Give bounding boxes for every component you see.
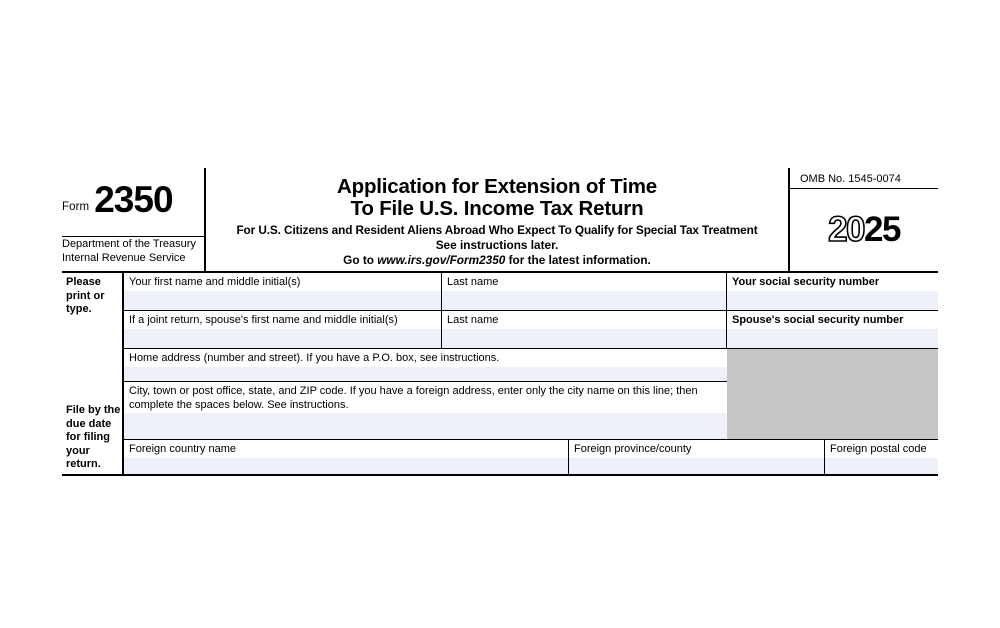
- your-first-name-field[interactable]: [124, 273, 442, 311]
- goto-prefix: Go to: [343, 253, 378, 267]
- form-title-block: [206, 168, 788, 271]
- tax-year-block: [790, 189, 938, 271]
- form-goto-line: [212, 253, 782, 268]
- irs-form-2350: [62, 168, 938, 476]
- form-number: 2350: [94, 178, 173, 220]
- agency-line-2: Internal Revenue Service: [62, 251, 186, 264]
- your-last-name-field[interactable]: [442, 273, 727, 311]
- home-address-field[interactable]: [124, 349, 727, 382]
- form-number-line: [62, 168, 204, 220]
- spouse-first-name-label: If a joint return, spouse's first name and middle initial(s): [124, 311, 441, 329]
- city-state-zip-field[interactable]: [124, 382, 727, 440]
- foreign-postal-label: Foreign postal code: [825, 440, 938, 458]
- spouse-last-name-field[interactable]: [442, 311, 727, 349]
- city-state-zip-row: [124, 382, 727, 440]
- foreign-province-label: Foreign province/county: [569, 440, 824, 458]
- your-ssn-label: Your social security number: [727, 273, 938, 291]
- omb-number: OMB No. 1545-0074: [790, 168, 938, 189]
- spouse-ssn-label: Spouse's social security number: [727, 311, 938, 329]
- foreign-address-row: [124, 440, 938, 474]
- agency-line-1: Department of the Treasury: [62, 238, 196, 250]
- form-word-label: Form: [62, 200, 90, 213]
- spouse-first-name-field[interactable]: [124, 311, 442, 349]
- goto-suffix: for the latest information.: [505, 253, 651, 267]
- instruction-print-or-type: Please print or type.: [66, 276, 105, 315]
- foreign-country-field[interactable]: [124, 440, 569, 474]
- agency-block: [62, 236, 204, 265]
- form-title-line-2: To File U.S. Income Tax Return: [350, 197, 644, 220]
- spouse-last-name-label: Last name: [442, 311, 726, 329]
- home-address-row: [124, 349, 727, 382]
- tax-year-century: 20: [828, 209, 864, 249]
- your-ssn-field[interactable]: [727, 273, 938, 311]
- form-header: [62, 168, 938, 273]
- tax-year: [828, 209, 900, 249]
- city-state-zip-label: City, town or post office, state, and ZIP code. If you have a foreign address, enter only the city name on this line; then complete the spaces below. See instructions.: [124, 382, 727, 413]
- omb-year-block: [788, 168, 938, 271]
- your-first-name-label: Your first name and middle initial(s): [124, 273, 441, 291]
- tax-year-digits: 25: [864, 209, 900, 249]
- foreign-country-label: Foreign country name: [124, 440, 568, 458]
- form-identity-block: [62, 168, 206, 271]
- fields-grid: [124, 273, 938, 474]
- form-subtitle-line-2: See instructions later.: [435, 238, 559, 252]
- address-stack: [124, 349, 727, 440]
- home-address-label: Home address (number and street). If you have a P.O. box, see instructions.: [124, 349, 727, 367]
- address-rows: [124, 349, 938, 440]
- form-subtitle-line-1: For U.S. Citizens and Resident Aliens Abroad Who Expect To Qualify for Special Tax Treatment: [236, 223, 758, 237]
- form-title-line-1: Application for Extension of Time: [337, 175, 657, 198]
- foreign-province-field[interactable]: [569, 440, 825, 474]
- irs-url-link[interactable]: www.irs.gov/Form2350: [377, 253, 506, 267]
- spouse-ssn-field[interactable]: [727, 311, 938, 349]
- instruction-file-by-due-date: File by the due date for filing your return.: [66, 404, 121, 470]
- foreign-postal-field[interactable]: [825, 440, 938, 474]
- shaded-do-not-write-block: [727, 349, 938, 440]
- taxpayer-info-section: [62, 273, 938, 476]
- instruction-sidebar: [62, 273, 124, 474]
- your-last-name-label: Last name: [442, 273, 726, 291]
- name-row-primary: [124, 273, 938, 311]
- name-row-spouse: [124, 311, 938, 349]
